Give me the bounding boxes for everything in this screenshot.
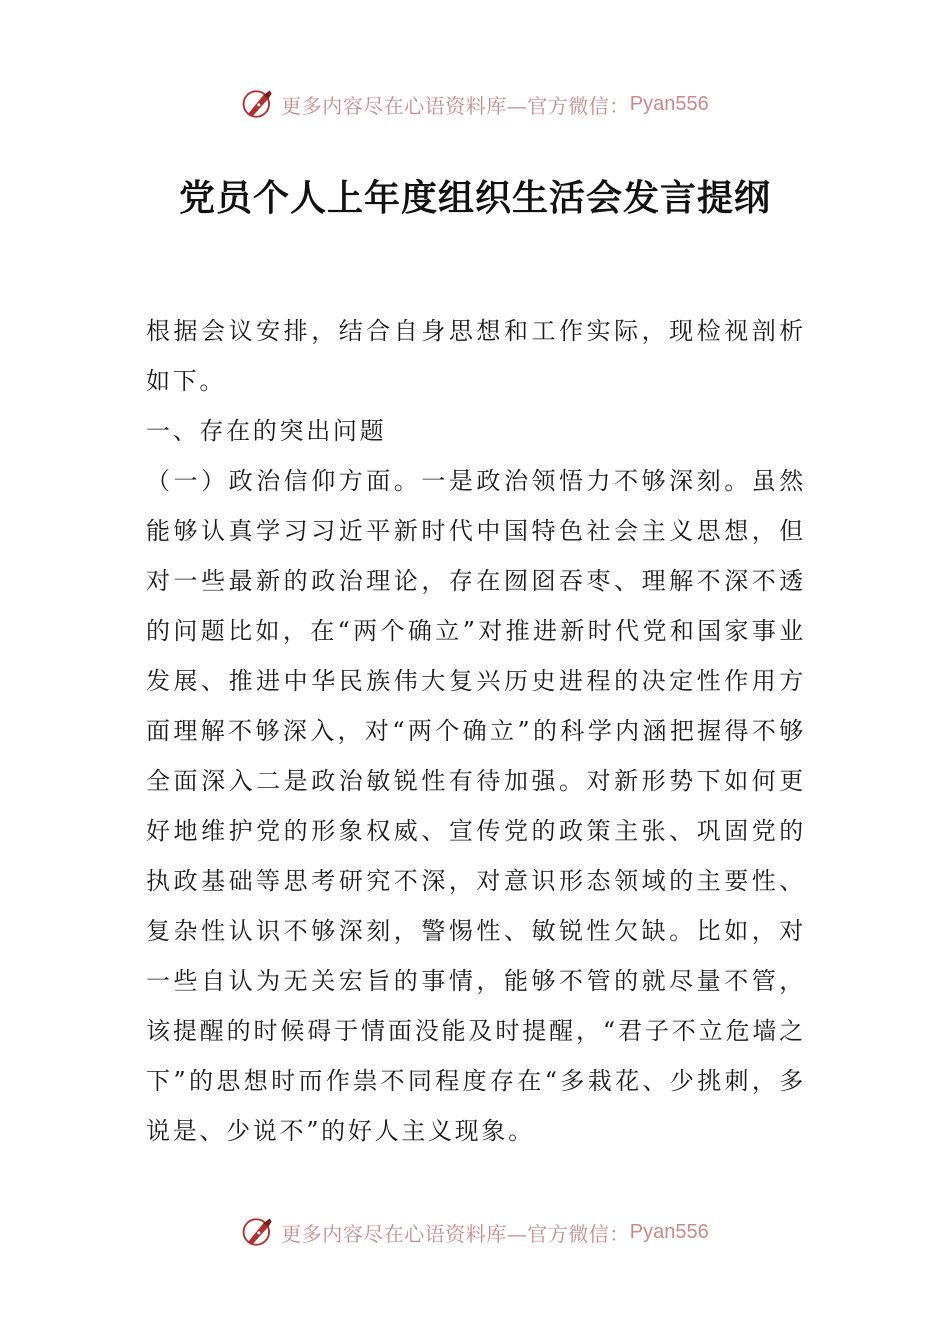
header-banner-wechat-id: Pyan556 (629, 92, 709, 115)
document-body (146, 306, 806, 1156)
footer-banner-text: 更多内容尽在心语资料库—官方微信： (281, 1221, 630, 1246)
document-title: 党员个人上年度组织生活会发言提纲 (178, 178, 771, 219)
header-banner-text: 更多内容尽在心语资料库—官方微信： (281, 93, 630, 118)
section-heading: 一、存在的突出问题 (146, 417, 387, 445)
footer-banner-wechat-id: Pyan556 (629, 1220, 709, 1243)
pen-nib-logo-icon (241, 87, 275, 121)
paragraph-intro: 根据会议安排，结合自身思想和工作实际，现检视剖析如下。 (146, 317, 806, 395)
footer-watermark-banner (0, 1208, 950, 1256)
pen-nib-logo-icon (241, 1215, 275, 1249)
header-watermark-banner (0, 80, 950, 128)
paragraph-political-belief: （一）政治信仰方面。一是政治领悟力不够深刻。虽然能够认真学习习近平新时代中国特色社会主义思想，但对一些最新的政治理论，存在囫囵吞枣、理解不深不透的问题比如，在“两个确立”对推进新时代党和国家事业发展、推进中华民族伟大复兴历史进程的决定性作用方面理解不够深入，对“两个确立”的科学内涵把握得不够全面深入二是政治敏锐性有待加强。对新形势下如何更好地维护党的形象权威、宣传党的政策主张、巩固党的执政基础等思考研究不深，对意识形态领域的主要性、复杂性认识不够深刻，警惕性、敏锐性欠缺。比如，对一些自认为无关宏旨的事情，能够不管的就尽量不管，该提醒的时候碍于情面没能及时提醒，“君子不立危墙之下”的思想时而作祟不同程度存在“多栽花、少挑刺，多说是、少说不”的好人主义现象。 (146, 467, 806, 1145)
